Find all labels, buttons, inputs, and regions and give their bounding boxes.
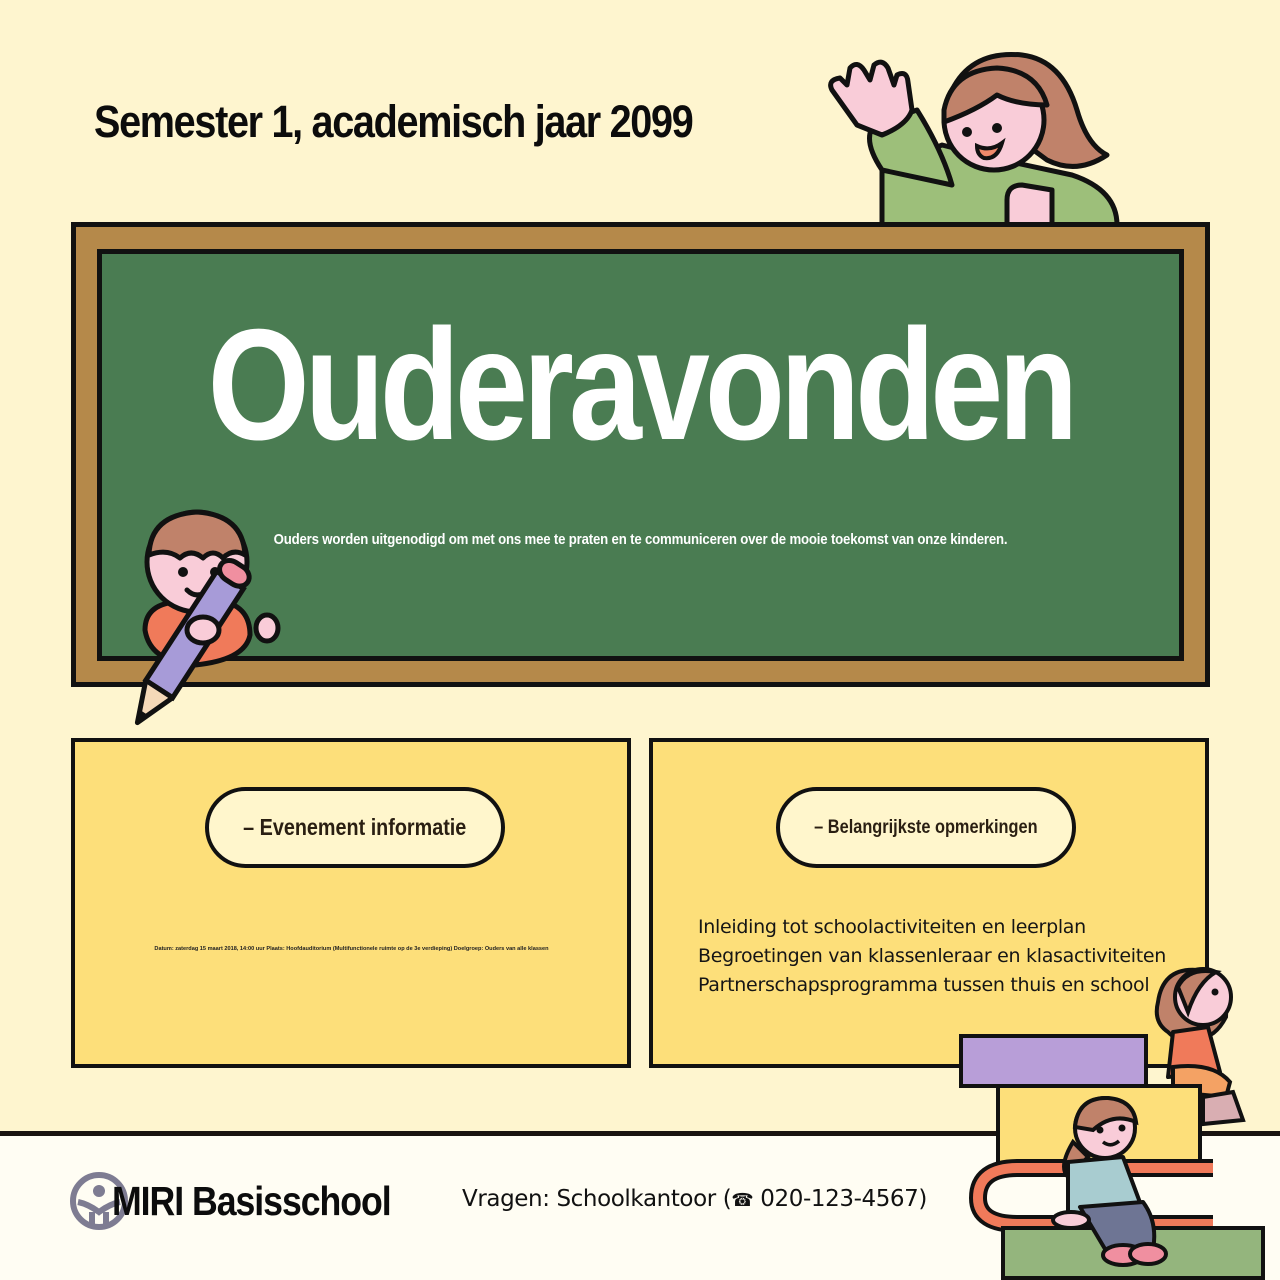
phone-number: 020-123-4567) — [753, 1186, 927, 1212]
semester-title: Semester 1, academisch jaar 2099 — [94, 96, 693, 147]
contact-info: Vragen: Schoolkantoor (☎ 020-123-4567) — [462, 1186, 927, 1212]
remark-item: Partnerschapsprogramma tussen thuis en school — [698, 974, 1150, 996]
school-name: MIRI Basisschool — [112, 1178, 391, 1224]
event-info-label: – Evenement informatie — [205, 787, 505, 868]
telephone-icon: ☎ — [731, 1190, 754, 1211]
remark-item: Inleiding tot schoolactiviteiten en leerplan — [698, 916, 1086, 938]
boy-with-pencil-illustration — [135, 510, 305, 730]
event-info-text: Datum: zaterdag 15 maart 2018, 14:00 uur Plaats: Hoofdauditorium (Multifunctionele ruimte op de 3e verdieping) Doelgroep: Ouders van alle klassen — [154, 946, 549, 952]
key-remarks-label: – Belangrijkste opmerkingen — [776, 787, 1076, 868]
event-subtitle: Ouders worden uitgenodigd om met ons mee te praten en te communiceren over de mooie toekomst van onze kinderen. — [273, 531, 1008, 548]
waving-teacher-illustration — [822, 50, 1132, 230]
kids-on-books-illustration — [958, 962, 1280, 1280]
event-heading: Ouderavonden — [207, 297, 1074, 473]
remark-item: Begroetingen van klassenleraar en klasactiviteiten — [698, 945, 1166, 967]
